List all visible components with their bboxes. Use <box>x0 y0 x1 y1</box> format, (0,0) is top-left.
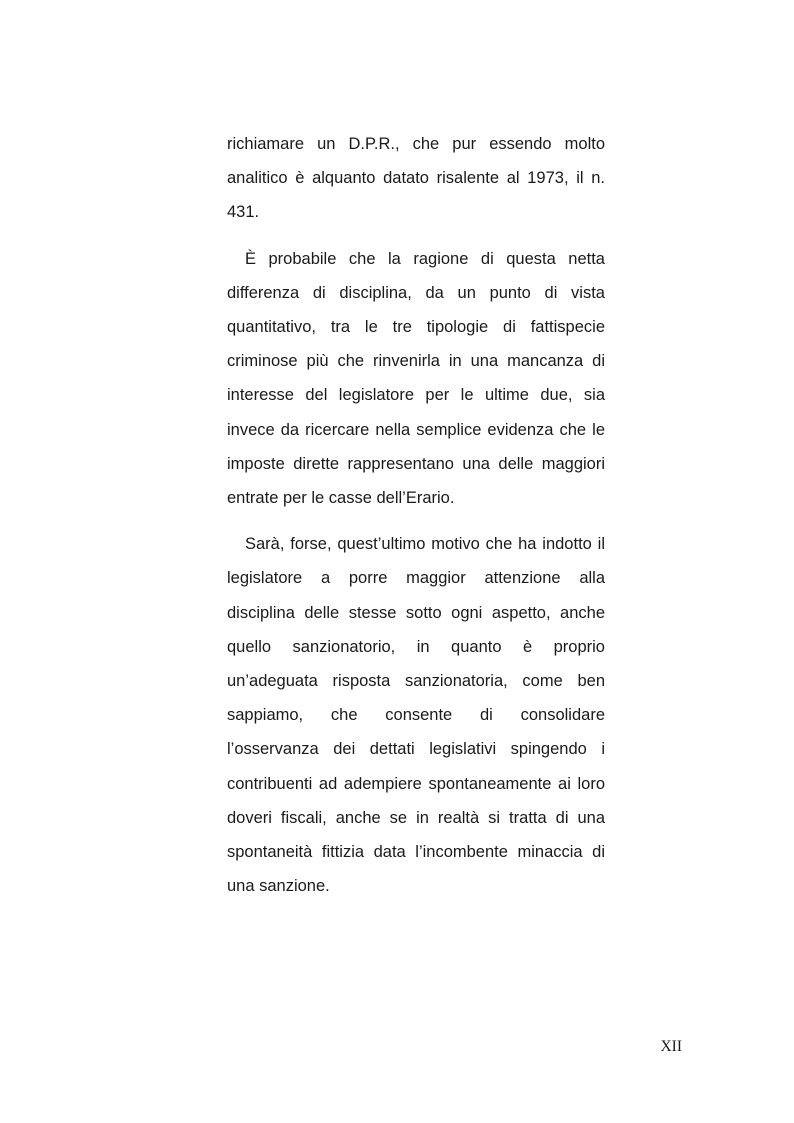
body-text <box>227 127 605 915</box>
page-number: XII <box>660 1038 682 1055</box>
paragraph-2: È probabile che la ragione di questa netta differenza di disciplina, da un punto di vista quantitativo, tra le tre tipologie di fattispecie criminose più che rinvenirla in una mancanza di interesse del legislatore per le ultime due, sia invece da ricercare nella semplice evidenza che le imposte dirette rappresentano una delle maggiori entrate per le casse dell’Erario. <box>227 249 605 508</box>
paragraph-1: richiamare un D.P.R., che pur essendo molto analitico è alquanto datato risalente al 1973, il n. 431. <box>227 135 605 222</box>
paragraph-3: Sarà, forse, quest’ultimo motivo che ha indotto il legislatore a porre maggior attenzione alla disciplina delle stesse sotto ogni aspetto, anche quello sanzionatorio, in quanto è proprio un’adeguata risposta sanzionatoria, come ben sappiamo, che consente di consolidare l’osservanza dei dettati legislativi spingendo i contribuenti ad adempiere spontaneamente ai loro doveri fiscali, anche se in realtà si tratta di una spontaneità fittizia data l’incombente minaccia di una sanzione. <box>227 535 605 896</box>
